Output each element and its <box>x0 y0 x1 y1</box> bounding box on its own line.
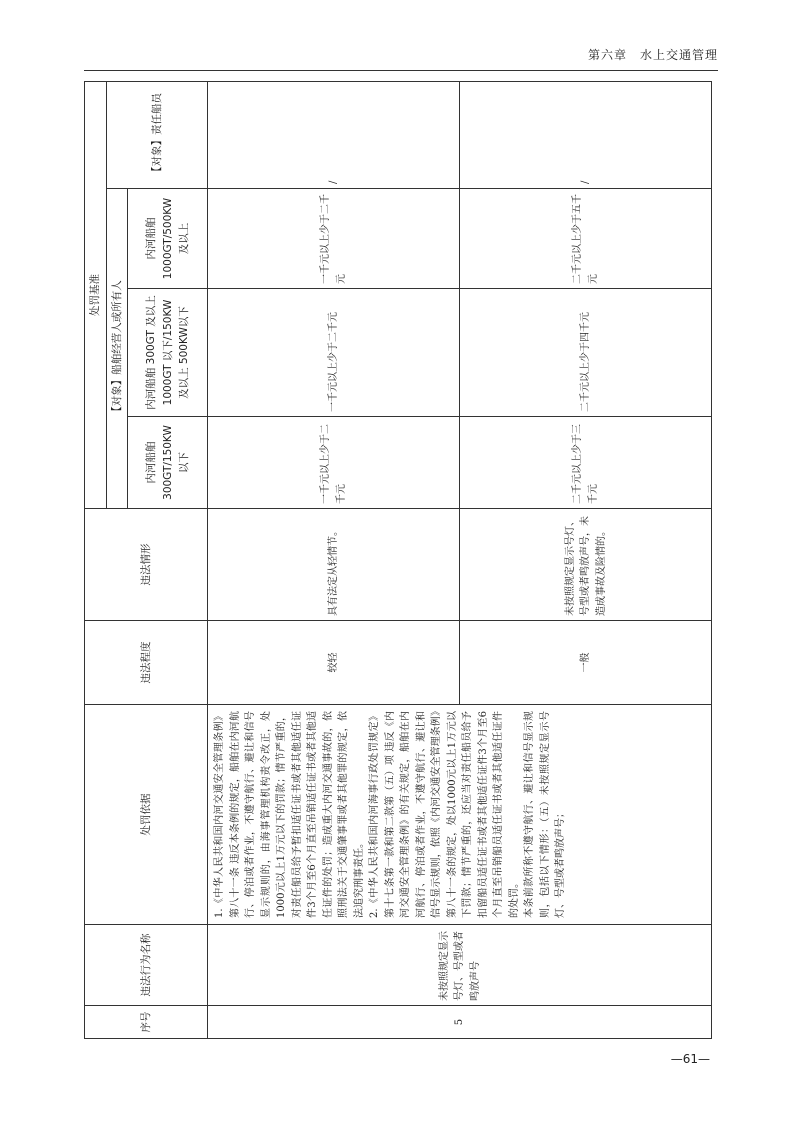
header-standard: 处罚基准 <box>85 82 107 509</box>
tier1-fine-cell: 一千元以上少于二千元 <box>208 417 460 509</box>
seq-cell: 5 <box>208 1006 712 1039</box>
basis-paragraph: 1.《中华人民共和国内河交通安全管理条例》第八十一条 违反本条例的规定，船舶在内河航行、停泊或者作业，不遵守航行、避让和信号显示规则的，由海事管理机构责令改正，处1000元以上1万元以下的罚款；情节严重的，对责任船员给予暂扣适任证书或者其他适任证件3个月至6个月直至吊销适任证书或者其他适任证件的处罚；造成重大内河交通事故的，依照刑法关于交通肇事罪或者其他罪的规定，依法追究刑事责任。 <box>214 711 365 918</box>
degree-cell: 一般 <box>460 621 712 705</box>
basis-cell <box>208 705 712 925</box>
basis-paragraph: 2.《中华人民共和国内河海事行政处罚规定》第十七条第一款和第二款第（五）项 违反《内河交通安全管理条例》的有关规定，船舶在内河航行、停泊或者作业，不遵守航行、避让和信号显示规则，依照《内河交通安全管理条例》第八十一条的规定，处以1000元以上1万元以下罚款；情节严重的，还应当对责任船员给予扣留船员适任证书或者其他适任证件3个月至6个月直至吊销船员适任证书或者其他适任证件的处罚。 <box>369 711 520 918</box>
header-act-name: 违法行为名称 <box>85 925 208 1006</box>
header-rule <box>84 70 718 71</box>
degree-cell: 较轻 <box>208 621 460 705</box>
header-basis: 处罚依据 <box>85 705 208 925</box>
page-number: —61— <box>670 1052 710 1066</box>
header-degree: 违法程度 <box>85 621 208 705</box>
tier2-fine-cell: 一千元以上少于二千元 <box>208 289 460 417</box>
crew-penalty-cell: / <box>208 82 460 189</box>
header-tier3: 内河船舶1000GT/500KW及以上 <box>128 189 208 289</box>
header-circumstance: 违法情形 <box>85 509 208 621</box>
penalty-standard-table <box>84 81 712 1039</box>
header-crew: 【对象】责任船员 <box>107 82 208 189</box>
tier2-fine-cell: 二千元以上少于四千元 <box>460 289 712 417</box>
circumstance-cell: 具有法定从轻情节。 <box>208 509 460 621</box>
act-name-cell: 未按照规定显示号灯、号型或者鸣放声号 <box>208 925 712 1006</box>
tier1-fine-cell: 二千元以上少于三千元 <box>460 417 712 509</box>
chapter-title: 第六章 水上交通管理 <box>587 48 718 62</box>
header-tier2: 内河船舶 300GT 及以上 1000GT 以下/150KW 及以上 500KW以下 <box>128 289 208 417</box>
tier3-fine-cell: 一千元以上少于二千元 <box>208 189 460 289</box>
header-seq: 序号 <box>85 1006 208 1039</box>
penalty-table-rotated <box>84 82 708 1039</box>
header-tier1: 内河船舶300GT/150KW以下 <box>128 417 208 509</box>
circumstance-cell: 未按照规定显示号灯、号型或者鸣放声号，未造成事故及险情的。 <box>460 509 712 621</box>
crew-penalty-cell: / <box>460 82 712 189</box>
header-operator-group: 【对象】船舶经营人或所有人 <box>107 189 128 509</box>
tier3-fine-cell: 二千元以上少于五千元 <box>460 189 712 289</box>
basis-paragraph: 本条前款所称不遵守航行、避让和信号显示规则，包括以下情形：（五）未按照规定显示号灯、号型或者鸣放声号； <box>524 711 567 918</box>
